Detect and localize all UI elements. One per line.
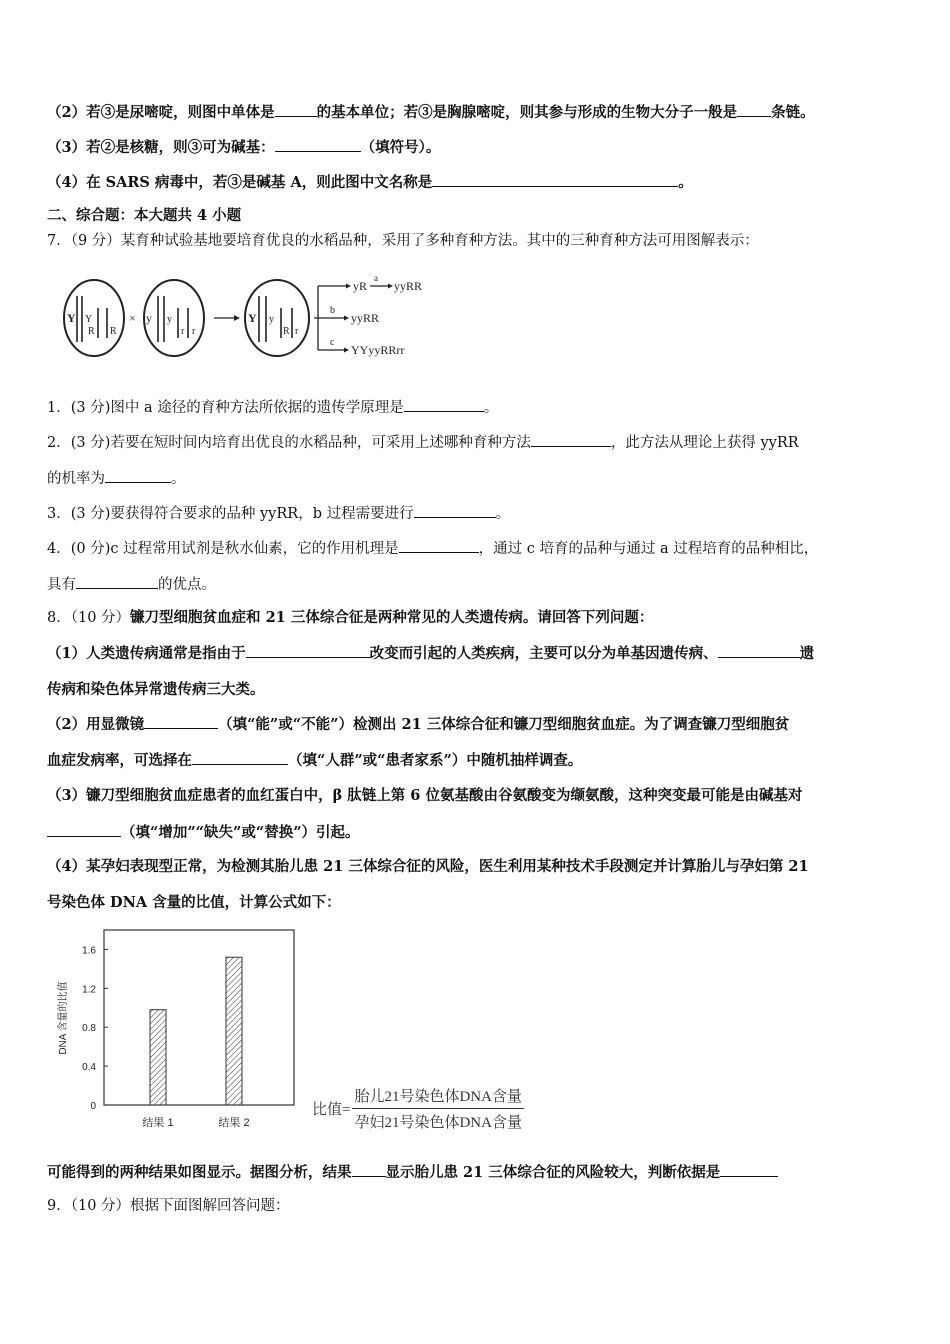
allele-label: R (283, 326, 290, 337)
y-tick-label: 1.2 (82, 984, 96, 996)
q7-sub-2-cont: 的机率为 。 (47, 468, 186, 489)
branch-brace (314, 286, 324, 350)
q9-intro: 9．（10 分）根据下面图解回答问题： (47, 1198, 290, 1214)
q7-sub-4-cont: 具有 的优点。 (47, 574, 216, 595)
q8-part-2-cont: 血症发病率，可选择在 （填“人群”或“患者家系”）中随机抽样调查。 (47, 752, 583, 769)
bar-2 (226, 957, 242, 1105)
q8-part-3: （3）镰刀型细胞贫血症患者的血红蛋白中，β 肽链上第 6 位氨基酸由谷氨酸变为缬氨酸，这种突变最可能是由碱基对 (47, 787, 803, 804)
allele-label: y (269, 314, 274, 325)
q6-line-4: （4）在 SARS 病毒中，若③是碱基 A，则此图中文名称是 。 (47, 174, 693, 191)
branch-c-label: c (330, 337, 335, 348)
answer-blank[interactable] (275, 102, 317, 117)
formula-denominator: 孕妇21号染色体DNA含量 (354, 1115, 522, 1131)
branch-b (324, 305, 379, 325)
bar-1 (150, 1010, 166, 1105)
formula-fraction (352, 1085, 524, 1132)
cell-parent-1 (64, 280, 124, 356)
y-tick-label: 1.6 (82, 945, 96, 957)
answer-blank[interactable] (399, 538, 479, 553)
answer-blank[interactable] (720, 1162, 778, 1177)
cell-parent-2 (144, 280, 204, 356)
answer-blank[interactable] (404, 397, 484, 412)
q8-part-4: （4）某孕妇表现型正常，为检测其胎儿患 21 三体综合征的风险，医生利用某种技术手段测定并计算胎儿与孕妇第 21 (47, 858, 809, 875)
answer-blank[interactable] (192, 750, 288, 765)
cross-symbol: × (129, 311, 136, 325)
y-tick-label: 0.4 (82, 1062, 96, 1074)
answer-blank[interactable] (47, 822, 121, 837)
branch-a (324, 273, 422, 293)
branch-b-label: b (330, 305, 335, 316)
section-heading: 二、综合题：本大题共 4 小题 (47, 207, 242, 224)
answer-blank[interactable] (76, 574, 158, 589)
q8-part-2: （2）用显微镜 （填“能”或“不能”）检测出 21 三体综合征和镰刀型细胞贫血症。为了调查镰刀型细胞贫 (47, 716, 790, 733)
branch-a-label: a (374, 273, 378, 283)
q8-part-1: （1）人类遗传病通常是指由于 改变而引起的人类疾病，主要可以分为单基因遗传病、 遗 (47, 645, 815, 662)
x-axis-labels (142, 1115, 249, 1129)
x-tick-label: 结果 2 (218, 1117, 250, 1129)
ratio-formula (312, 1085, 524, 1132)
allele-label: Y (67, 311, 76, 325)
y-tick-label: 0 (90, 1101, 96, 1112)
allele-label: y (146, 311, 152, 325)
allele-label: r (192, 326, 196, 337)
q7-sub-4: 4．(0 分)c 过程常用试剂是秋水仙素，它的作用机理是 ，通过 c 培育的品种与通过 a 过程培育的品种相比， (47, 538, 818, 559)
q8-part-4-cont: 号染色体 DNA 含量的比值，计算公式如下： (47, 894, 341, 911)
allele-label: Y (248, 311, 257, 325)
plot-frame (104, 930, 294, 1105)
arrow-to-f1 (214, 315, 240, 321)
y-tick-label: 0.8 (82, 1023, 96, 1035)
allele-label: R (110, 326, 117, 337)
q7-sub-3: 3．(3 分)要获得符合要求的品种 yyRR，b 过程需要进行 。 (47, 503, 510, 524)
answer-blank[interactable] (144, 714, 218, 729)
breeding-diagram (62, 268, 442, 368)
branch-a-product: yR (353, 279, 368, 293)
formula-numerator: 胎儿21号染色体DNA含量 (352, 1085, 524, 1109)
answer-blank[interactable] (432, 172, 678, 187)
q7-sub-1: 1．(3 分)图中 a 途径的育种方法所依据的遗传学原理是 。 (47, 397, 498, 418)
branch-b-result: yyRR (351, 311, 380, 325)
answer-blank[interactable] (105, 468, 171, 483)
branch-a-result: yyRR (394, 279, 423, 293)
bars (150, 957, 242, 1105)
allele-label: r (295, 326, 299, 337)
formula-label: 比值= (312, 1102, 351, 1118)
q8-part-1-cont: 传病和染色体异常遗传病三大类。 (47, 681, 265, 698)
y-axis-label: DNA 含量的比值 (58, 981, 69, 1055)
allele-label: r (181, 326, 185, 337)
answer-blank[interactable] (352, 1162, 386, 1177)
answer-blank[interactable] (414, 503, 496, 518)
allele-label: Y (85, 314, 93, 325)
allele-label: y (167, 314, 172, 325)
q8-part-3-cont: （填“增加”“缺失”或“替换”）引起。 (47, 822, 360, 843)
branch-c (324, 337, 404, 357)
q6-line-3: （3）若②是核糖，则③可为碱基： （填符号）。 (47, 139, 441, 156)
allele-label: R (88, 326, 95, 337)
branch-c-result: YYyyRRrr (351, 343, 405, 357)
q6-line-2: （2）若③是尿嘧啶，则图中单体是 的基本单位；若③是胸腺嘧啶，则其参与形成的生物大分子一般是 条链。 (47, 104, 815, 121)
answer-blank[interactable] (246, 643, 370, 658)
answer-blank[interactable] (718, 643, 800, 658)
answer-blank[interactable] (531, 432, 611, 447)
q7-intro: 7．（9 分）某育种试验基地要培育优良的水稻品种，采用了多种育种方法。其中的三种育种方法可用图解表示： (47, 233, 759, 249)
answer-blank[interactable] (275, 137, 361, 152)
q8-part-5: 可能得到的两种结果如图显示。据图分析，结果 显示胎儿患 21 三体综合征的风险较大，判断依据是 (47, 1162, 778, 1183)
q7-sub-2: 2．(3 分)若要在短时间内培育出优良的水稻品种，可采用上述哪种育种方法 ，此方法从理论上获得 yyRR (47, 432, 799, 453)
cell-f1 (245, 280, 309, 356)
x-tick-label: 结果 1 (142, 1117, 174, 1129)
dna-ratio-chart (48, 922, 308, 1137)
answer-blank[interactable] (737, 102, 771, 117)
q8-intro: 8．（10 分）镰刀型细胞贫血症和 21 三体综合征是两种常见的人类遗传病。请回答下列问题： (47, 609, 654, 626)
